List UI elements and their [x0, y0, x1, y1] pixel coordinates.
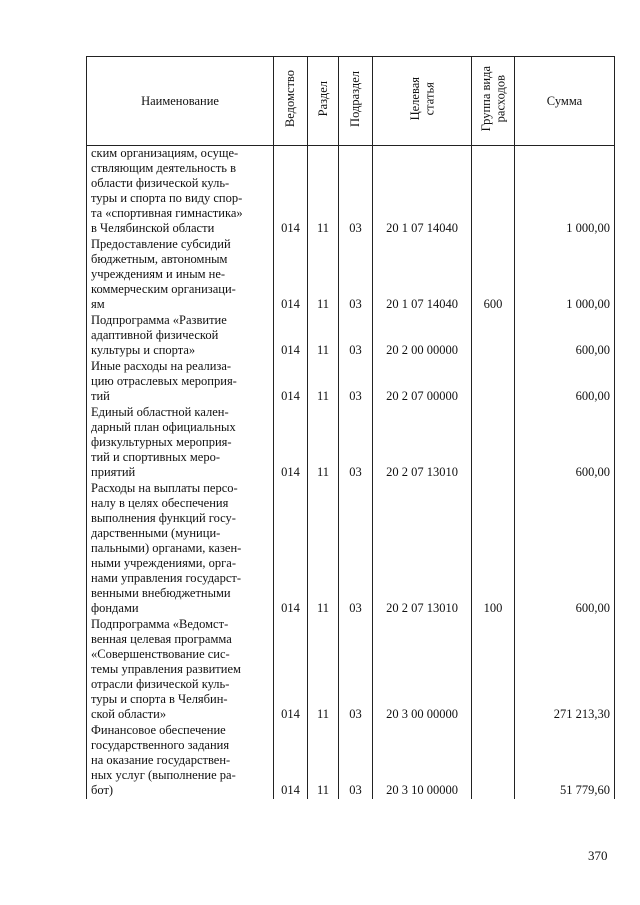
header-target-line1: Целевая: [407, 77, 422, 121]
row-section: 11: [308, 237, 339, 313]
row-sum: 1 000,00: [515, 237, 615, 313]
row-dept: 014: [274, 481, 308, 617]
row-sum: 600,00: [515, 313, 615, 359]
row-name: Расходы на выплаты персо- налу в целях обеспечения выполнения функций госу- дарственными (муници- пальными) органами, казен- ными учреждениями, орга- нами управления государст- венными внебюджетными фондами: [87, 481, 274, 617]
budget-table: [86, 56, 615, 799]
table-row: [87, 405, 615, 481]
row-target: 20 2 07 00000: [373, 359, 472, 405]
row-subsection: 03: [339, 359, 373, 405]
row-section: 11: [308, 359, 339, 405]
row-group: 600: [472, 237, 515, 313]
header-name-text: Наименование: [141, 93, 219, 108]
header-subsection: [339, 57, 373, 146]
row-group: [472, 313, 515, 359]
header-subsection-text: Подраздел: [348, 71, 363, 127]
row-subsection: 03: [339, 313, 373, 359]
row-dept: 014: [274, 313, 308, 359]
row-subsection: 03: [339, 405, 373, 481]
row-target: 20 1 07 14040: [373, 237, 472, 313]
row-section: 11: [308, 723, 339, 799]
header-group-line1: Группа вида: [478, 66, 493, 132]
row-sum: 600,00: [515, 405, 615, 481]
row-target: 20 1 07 14040: [373, 146, 472, 238]
header-sum: [515, 57, 615, 146]
table-row: [87, 237, 615, 313]
header-section-text: Раздел: [315, 81, 330, 117]
row-dept: 014: [274, 359, 308, 405]
row-section: 11: [308, 481, 339, 617]
header-target-text: [408, 77, 437, 120]
header-row: [87, 57, 615, 146]
row-name: Единый областной кален- дарный план официальных физкультурных мероприя- тий и спортивных меро- приятий: [87, 405, 274, 481]
row-sum: 51 779,60: [515, 723, 615, 799]
row-group: [472, 617, 515, 723]
row-name: ским организациям, осуще- ствляющим деятельность в области физической куль- туры и спорта по виду спор- та «спортивная гимнастика» в Челябинской области: [87, 146, 274, 238]
row-target: 20 3 00 00000: [373, 617, 472, 723]
page-number: 370: [588, 848, 608, 863]
row-sum: 1 000,00: [515, 146, 615, 238]
header-target: [373, 57, 472, 146]
table-row: [87, 359, 615, 405]
row-group: [472, 723, 515, 799]
table-row: [87, 481, 615, 617]
row-dept: 014: [274, 237, 308, 313]
row-dept: 014: [274, 617, 308, 723]
row-section: 11: [308, 313, 339, 359]
header-dept-text: Ведомство: [283, 70, 298, 128]
row-subsection: 03: [339, 617, 373, 723]
table-body: [87, 146, 615, 800]
table-row: [87, 617, 615, 723]
header-sum-text: Сумма: [546, 93, 583, 108]
row-sum: 271 213,30: [515, 617, 615, 723]
header-target-line2: статья: [422, 82, 436, 116]
table-row: [87, 723, 615, 799]
row-group: [472, 405, 515, 481]
row-subsection: 03: [339, 723, 373, 799]
row-subsection: 03: [339, 146, 373, 238]
row-name: Иные расходы на реализа- цию отраслевых мероприя- тий: [87, 359, 274, 405]
row-group: [472, 359, 515, 405]
row-dept: 014: [274, 146, 308, 238]
row-section: 11: [308, 405, 339, 481]
row-name: Финансовое обеспечение государственного задания на оказание государствен- ных услуг (выполнение ра- бот): [87, 723, 274, 799]
row-target: 20 3 10 00000: [373, 723, 472, 799]
row-dept: 014: [274, 723, 308, 799]
row-name: Подпрограмма «Развитие адаптивной физической культуры и спорта»: [87, 313, 274, 359]
row-name: Предоставление субсидий бюджетным, автономным учреждениям и иным не- коммерческим организаци- ям: [87, 237, 274, 313]
row-group: [472, 146, 515, 238]
header-group-line2: расходов: [493, 75, 507, 123]
table-row: [87, 313, 615, 359]
row-dept: 014: [274, 405, 308, 481]
table-header: [87, 57, 615, 146]
row-name: Подпрограмма «Ведомст- венная целевая программа «Совершенствование сис- темы управления развитием отрасли физической куль- туры и спорта в Челябин- ской области»: [87, 617, 274, 723]
header-group: [472, 57, 515, 146]
row-section: 11: [308, 146, 339, 238]
row-target: 20 2 07 13010: [373, 405, 472, 481]
header-name: [87, 57, 274, 146]
header-dept: [274, 57, 308, 146]
row-target: 20 2 07 13010: [373, 481, 472, 617]
row-target: 20 2 00 00000: [373, 313, 472, 359]
header-group-text: [479, 66, 508, 131]
row-sum: 600,00: [515, 359, 615, 405]
table-row: [87, 146, 615, 238]
row-sum: 600,00: [515, 481, 615, 617]
row-subsection: 03: [339, 481, 373, 617]
row-group: 100: [472, 481, 515, 617]
header-section: [308, 57, 339, 146]
row-subsection: 03: [339, 237, 373, 313]
row-section: 11: [308, 617, 339, 723]
